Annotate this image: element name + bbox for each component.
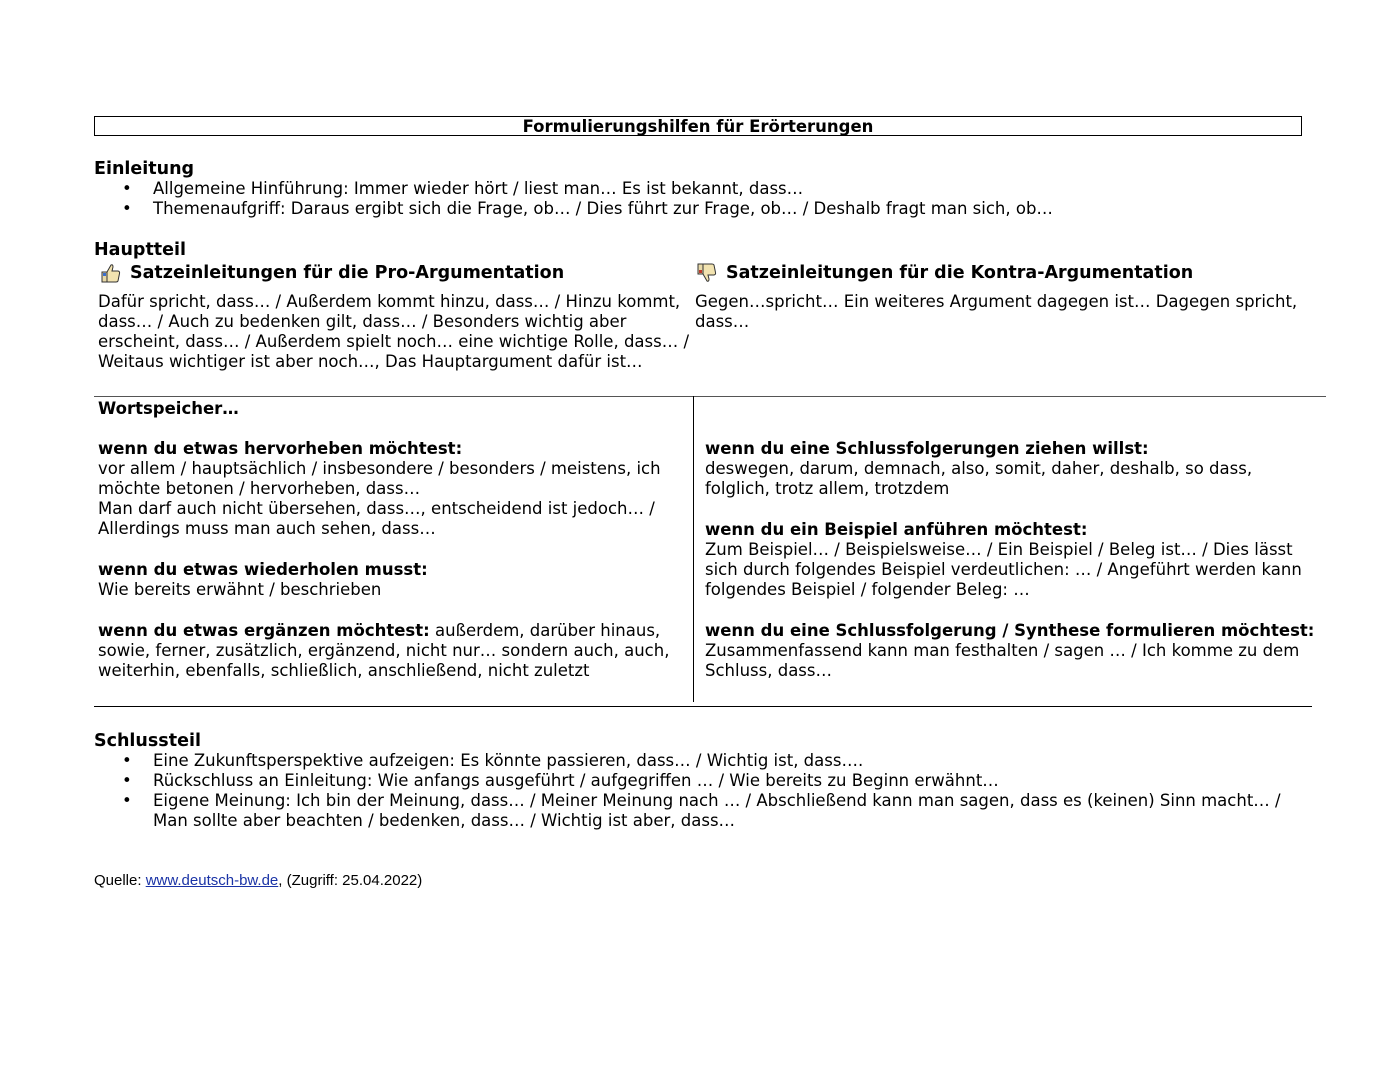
pro-heading bbox=[100, 262, 564, 284]
wortspeicher-left-block-3 bbox=[98, 621, 683, 681]
wortspeicher-right-block-3 bbox=[705, 621, 1325, 681]
block-text: Zusammenfassend kann man festhalten / sagen … / Ich komme zu dem Schluss, dass… bbox=[705, 641, 1300, 680]
block-label: wenn du etwas wiederholen musst: bbox=[98, 560, 428, 579]
source-label: Quelle: bbox=[94, 872, 146, 889]
block-text: vor allem / hauptsächlich / insbesondere / besonders / meistens, ich möchte betonen / hervorheben, dass… bbox=[98, 459, 661, 498]
page-title: Formulierungshilfen für Erörterungen bbox=[94, 116, 1302, 136]
wortspeicher-left-block-1 bbox=[98, 439, 683, 539]
list-item: • Eine Zukunftsperspektive aufzeigen: Es könnte passieren, dass… / Wichtig ist, dass…. bbox=[94, 751, 1304, 771]
source-link[interactable]: www.deutsch-bw.de bbox=[145, 872, 279, 889]
list-item: • Allgemeine Hinführung: Immer wieder hört / liest man… Es ist bekannt, dass… bbox=[94, 179, 1314, 199]
pro-text: Dafür spricht, dass… / Außerdem kommt hinzu, dass… / Hinzu kommt, dass… / Auch zu bedenken gilt, dass… / Besonders wichtig aber erscheint, dass… / Außerdem spielt noch… eine wichtige Rolle, dass… / Weitaus wichtiger ist aber noch…, Das Hauptargument dafür ist… bbox=[98, 292, 690, 371]
block-label: wenn du eine Schlussfolgerung / Synthese formulieren möchtest: bbox=[705, 621, 1315, 640]
source-line bbox=[94, 872, 422, 889]
divider-vertical bbox=[693, 396, 694, 702]
contra-text: Gegen…spricht… Ein weiteres Argument dagegen ist… Dagegen spricht, dass… bbox=[695, 292, 1298, 331]
contra-heading-label: Satzeinleitungen für die Kontra-Argumentation bbox=[726, 263, 1194, 283]
einleitung-list bbox=[94, 179, 1314, 219]
block-label: wenn du eine Schlussfolgerungen ziehen willst: bbox=[705, 439, 1149, 458]
schlussteil-list bbox=[94, 751, 1304, 831]
divider-top bbox=[94, 396, 1326, 397]
divider-bottom bbox=[94, 706, 1312, 707]
wortspeicher-heading: Wortspeicher… bbox=[98, 399, 239, 418]
block-label: wenn du etwas ergänzen möchtest: bbox=[98, 621, 430, 640]
wortspeicher-right-block-2 bbox=[705, 520, 1320, 600]
einleitung-heading: Einleitung bbox=[94, 159, 195, 179]
block-text: Man darf auch nicht übersehen, dass…, entscheidend ist jedoch… / Allerdings muss man auch sehen, dass… bbox=[98, 499, 655, 538]
wortspeicher-left-block-2 bbox=[98, 560, 683, 600]
list-item: • Rückschluss an Einleitung: Wie anfangs ausgeführt / aufgegriffen … / Wie bereits zu Beginn erwähnt… bbox=[94, 771, 1304, 791]
contra-heading bbox=[696, 262, 1193, 284]
list-item: • Themenaufgriff: Daraus ergibt sich die Frage, ob… / Dies führt zur Frage, ob… / Deshalb fragt man sich, ob… bbox=[94, 199, 1314, 219]
source-suffix: , (Zugriff: 25.04.2022) bbox=[278, 872, 423, 889]
pro-heading-label: Satzeinleitungen für die Pro-Argumentation bbox=[130, 263, 565, 283]
wortspeicher-right-block-1 bbox=[705, 439, 1320, 499]
block-text: Wie bereits erwähnt / beschrieben bbox=[98, 580, 382, 599]
block-text: Zum Beispiel… / Beispielsweise… / Ein Beispiel / Beleg ist… / Dies lässt sich durch folgendes Beispiel verdeutlichen: … / Angeführt werden kann folgendes Beispiel / folgender Beleg: … bbox=[705, 540, 1302, 599]
thumbs-down-icon bbox=[696, 262, 718, 284]
block-text: deswegen, darum, demnach, also, somit, daher, deshalb, so dass, folglich, trotz allem, trotzdem bbox=[705, 459, 1253, 498]
block-label: wenn du ein Beispiel anführen möchtest: bbox=[705, 520, 1088, 539]
block-label: wenn du etwas hervorheben möchtest: bbox=[98, 439, 463, 458]
hauptteil-heading: Hauptteil bbox=[94, 240, 187, 260]
list-item: • Eigene Meinung: Ich bin der Meinung, dass… / Meiner Meinung nach … / Abschließend kann man sagen, dass es (keinen) Sinn macht… / Man sollte aber beachten / bedenken, dass… / Wichtig ist aber, dass… bbox=[94, 791, 1304, 831]
block-text: außerdem, darüber hinaus, sowie, ferner, zusätzlich, ergänzend, nicht nur… sondern auch, auch, weiterhin, ebenfalls, schließlich, anschließend, nicht zuletzt bbox=[98, 621, 670, 680]
schlussteil-heading: Schlussteil bbox=[94, 731, 201, 751]
thumbs-up-icon bbox=[100, 262, 122, 284]
